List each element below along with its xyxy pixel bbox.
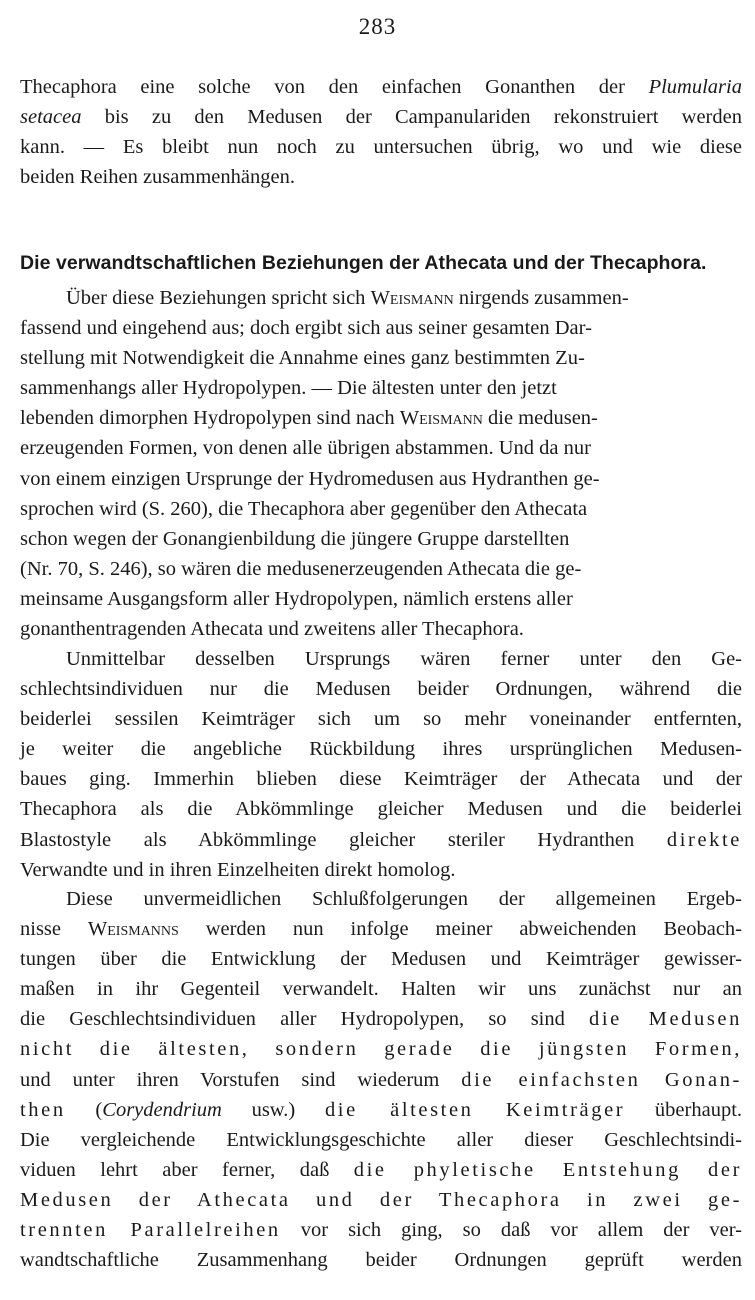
emphasized-text: die phyletische Entstehung der (353, 1158, 742, 1181)
text-line (20, 1095, 742, 1125)
text-run: Blastostyle als Abkömmlinge gleicher steriler Hydranthen (20, 828, 667, 851)
text-run: nisse (20, 918, 88, 941)
text-line: Die vergleichende Entwicklungsgeschichte aller dieser Geschlechtsindi- (20, 1128, 742, 1151)
text-line: sprochen wird (S. 260), die Thecaphora aber gegenüber den Athecata (20, 497, 588, 520)
emphasized-text: die einfachsten Gonan- (461, 1068, 742, 1091)
text-line (20, 283, 742, 313)
text-run: viduen lehrt aber ferner, daß (20, 1158, 354, 1181)
text-line: beiden Reihen zusammenhängen. (20, 166, 295, 189)
text-line (20, 914, 742, 944)
text-line: Unmittelbar desselben Ursprungs wären ferner unter den Ge- (66, 648, 742, 670)
text-line: fassend und eingehend aus; doch ergibt sich aus seiner gesamten Dar- (20, 317, 592, 340)
species-name: setacea (20, 106, 82, 129)
text-line (20, 102, 742, 132)
author-name: Weismann (399, 407, 483, 430)
text-line: Verwandte und in ihren Einzelheiten direkt homolog. (20, 858, 456, 881)
emphasized-line: Medusen der Athecata und der Thecaphora in zwei ge- (20, 1188, 742, 1211)
text-line: von einem einzigen Ursprunge der Hydromedusen aus Hydranthen ge- (20, 467, 600, 490)
text-run: nirgends zusammen- (453, 287, 629, 309)
text-run: usw.) (221, 1098, 325, 1121)
text-line: sammenhangs aller Hydropolypen. — Die ältesten unter den jetzt (20, 377, 557, 400)
text-run: überhaupt. (625, 1098, 743, 1121)
text-run: werden nun infolge meiner abweichenden Beobach- (178, 918, 742, 941)
text-line: (Nr. 70, S. 246), so wären die medusenerzeugenden Athecata die ge- (20, 557, 582, 580)
emphasized-text: trennten Parallelreihen (20, 1219, 281, 1242)
text-line: schon wegen der Gonangienbildung die jüngere Gruppe darstellten (20, 527, 570, 550)
text-line (20, 1065, 742, 1095)
page-number: 283 (358, 14, 397, 39)
text-line (20, 1215, 742, 1245)
text-line (20, 403, 742, 433)
emphasized-line: nicht die ältesten, sondern gerade die jüngsten Formen, (20, 1038, 742, 1061)
text-line: stellung mit Notwendigkeit die Annahme eines ganz bestimmten Zu- (20, 347, 585, 370)
genus-name: Corydendrium (102, 1098, 222, 1121)
text-run: die Geschlechtsindividuen aller Hydropolypen, so sind (20, 1008, 590, 1031)
paragraph-3 (20, 884, 742, 1275)
emphasized-text: then (20, 1098, 66, 1121)
section-heading: Die verwandtschaftlichen Beziehungen der Athecata und der Thecaphora. (20, 252, 707, 274)
text-line: gonanthentragenden Athecata und zweitens aller Thecaphora. (20, 618, 524, 641)
text-line: erzeugenden Formen, von denen alle übrigen abstammen. Und da nur (20, 437, 591, 460)
intro-paragraph (20, 72, 742, 192)
author-name: Weismanns (87, 918, 179, 941)
paragraph-2 (20, 644, 742, 885)
text-line: wandtschaftliche Zusammenhang beider Ordnungen geprüft werden (20, 1249, 742, 1272)
text-line: meinsame Ausgangsform aller Hydropolypen, nämlich erstens aller (20, 587, 573, 610)
text-run: lebenden dimorphen Hydropolypen sind nach (20, 407, 400, 430)
text-run: und unter ihren Vorstufen sind wiederum (20, 1068, 462, 1091)
text-line (20, 1155, 742, 1185)
species-name: Plumularia (648, 76, 742, 98)
text-run: vor sich ging, so daß vor allem der ver- (280, 1219, 743, 1242)
text-run: Thecaphora eine solche von den einfachen Gonanthen der (20, 76, 649, 98)
text-line: maßen in ihr Gegenteil verwandelt. Halten wir uns zunächst nur an (20, 978, 742, 1001)
paragraph-1 (20, 283, 742, 644)
text-run: die medusen- (482, 407, 598, 430)
emphasized-text: direkte (666, 828, 742, 851)
text-line (20, 1004, 742, 1034)
text-line: je weiter die angebliche Rückbildung ihres ursprünglichen Medusen- (20, 738, 742, 761)
emphasized-text: die ältesten Keimträger (324, 1098, 626, 1121)
text-line: baues ging. Immerhin blieben diese Keimträger der Athecata und der (20, 768, 742, 791)
text-line: tungen über die Entwicklung der Medusen und Keimträger gewisser- (20, 948, 742, 971)
text-line: Diese unvermeidlichen Schlußfolgerungen der allgemeinen Ergeb- (66, 888, 742, 910)
text-line: beiderlei sessilen Keimträger sich um so mehr voneinander entfernten, (20, 708, 742, 731)
text-line: Thecaphora als die Abkömmlinge gleicher Medusen und die beiderlei (20, 798, 742, 821)
author-name: Weismann (370, 287, 454, 309)
text-line (20, 825, 742, 855)
text-line (20, 72, 742, 102)
emphasized-text: die Medusen (589, 1008, 742, 1031)
text-run: Über diese Beziehungen spricht sich (66, 287, 371, 309)
text-run: ( (65, 1098, 103, 1121)
text-line: schlechtsindividuen nur die Medusen beider Ordnungen, während die (20, 678, 742, 701)
text-run: bis zu den Medusen der Campanulariden rekonstruiert werden (81, 106, 742, 129)
text-line: kann. — Es bleibt nun noch zu untersuchen übrig, wo und wie diese (20, 136, 742, 159)
